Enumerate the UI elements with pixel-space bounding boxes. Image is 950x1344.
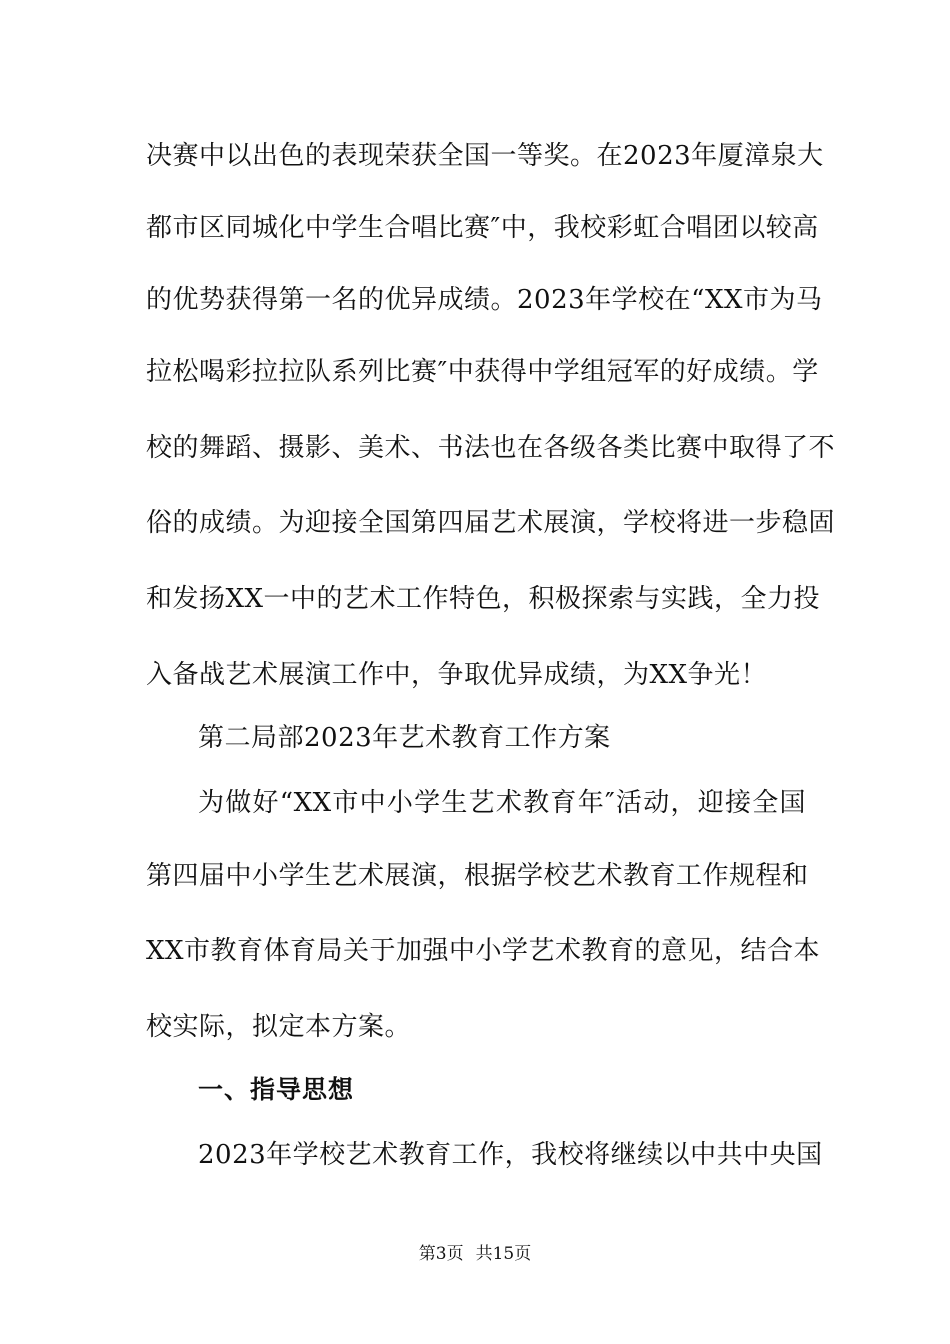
body-line-6: 俗的成绩。为迎接全国第四届艺术展演，学校将进一步稳固 bbox=[146, 508, 836, 538]
page-number: 第3页 bbox=[418, 1244, 464, 1264]
page-footer bbox=[0, 1242, 950, 1266]
intro-line-2: 第四届中小学生艺术展演，根据学校艺术教育工作规程和 bbox=[146, 861, 809, 891]
intro-line-3: XX市教育体育局关于加强中小学艺术教育的意见，结合本 bbox=[146, 936, 821, 966]
body-line-4: 拉松喝彩拉拉队系列比赛″中获得中学组冠军的好成绩。学 bbox=[146, 357, 819, 387]
heading-guiding-thought: 一、指导思想 bbox=[198, 1075, 355, 1104]
body-line-8: 入备战艺术展演工作中，争取优异成绩，为XX争光！ bbox=[146, 660, 768, 690]
intro-line-4: 校实际，拟定本方案。 bbox=[146, 1012, 412, 1042]
body-line-2: 都市区同城化中学生合唱比赛″中，我校彩虹合唱团以较高 bbox=[146, 213, 819, 243]
body-line-1: 决赛中以出色的表现荣获全国一等奖。在2023年厦漳泉大 bbox=[146, 141, 824, 171]
guiding-line-1: 2023年学校艺术教育工作，我校将继续以中共中央国 bbox=[198, 1140, 823, 1170]
body-line-7: 和发扬XX一中的艺术工作特色，积极探索与实践，全力投 bbox=[146, 584, 821, 614]
intro-line-1: 为做好“XX市中小学生艺术教育年″活动，迎接全国 bbox=[198, 788, 806, 818]
body-line-3: 的优势获得第一名的优异成绩。2023年学校在“XX市为马 bbox=[146, 285, 823, 315]
page-total: 共15页 bbox=[475, 1244, 532, 1264]
section-title: 第二局部2023年艺术教育工作方案 bbox=[198, 723, 611, 753]
body-line-5: 校的舞蹈、摄影、美术、书法也在各级各类比赛中取得了不 bbox=[146, 433, 836, 463]
